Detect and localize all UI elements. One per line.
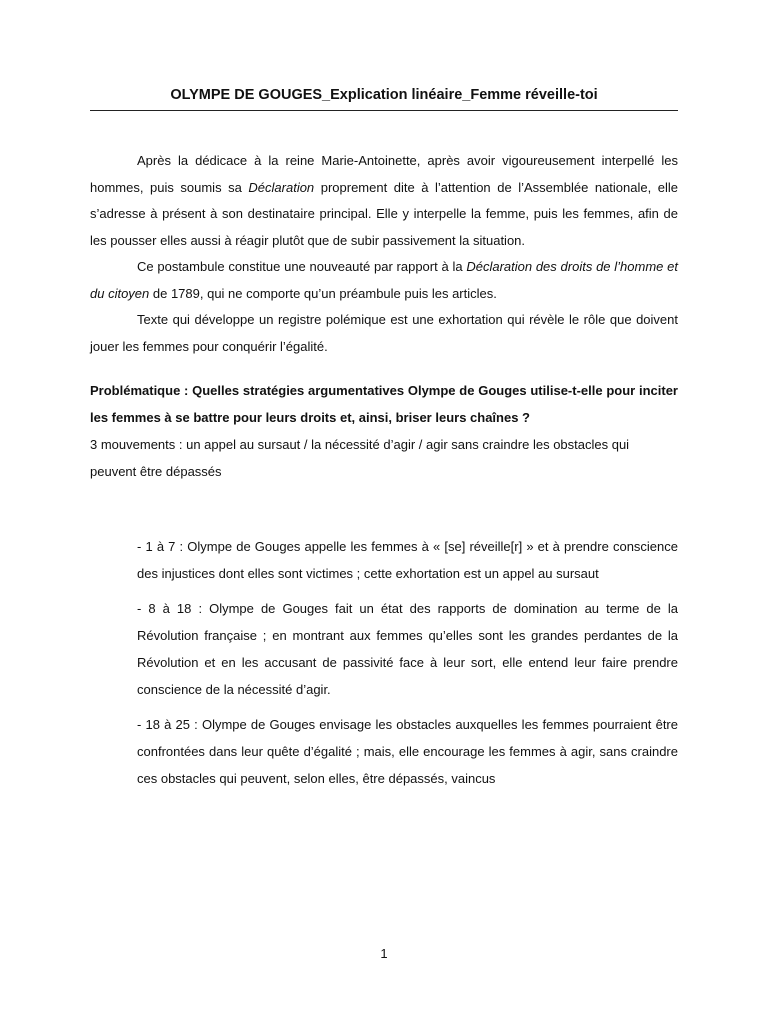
- text-run: proprement dite à l’attention de l’Assemblée nationale, elle s’adresse à présent à son destinataire principal. Elle y interpelle la femme, puis les femmes, afin de les pousser elles aussi à réagir plutôt que de subir passivement la situation.: [90, 179, 679, 248]
- list-item: [137, 533, 678, 587]
- text-run: Ce postambule constitue une nouveauté par rapport à la: [137, 259, 467, 274]
- italic-title: Déclaration: [248, 179, 315, 195]
- page-number: 1: [380, 946, 388, 961]
- intro-section: [90, 148, 678, 431]
- intro-paragraph-1: [90, 148, 678, 254]
- spacer: [90, 360, 678, 378]
- problematique: Problématique : Quelles stratégies argumentatives Olympe de Gouges utilise-t-elle pour inciter les femmes à se battre pour leurs droits et, ainsi, briser leurs chaînes ?: [90, 383, 678, 425]
- mouvements-list: [137, 533, 678, 800]
- list-item-text: - 8 à 18 : Olympe de Gouges fait un état des rapports de domination au terme de la Révolution française ; en montrant aux femmes qu’elles sont les grandes perdantes de la Révolution et en les accusant de passivité face à leur sort, elle entend leur faire prendre conscience de la nécessité d’agir.: [137, 601, 678, 697]
- intro-paragraph-2: [90, 254, 678, 307]
- text-run: de 1789, qui ne comporte qu’un préambule puis les articles.: [149, 285, 497, 301]
- list-item: [137, 595, 678, 703]
- italic-title: Déclaration des droits de l’homme et du citoyen: [90, 259, 678, 301]
- list-item: [137, 711, 678, 792]
- list-item-text: - 18 à 25 : Olympe de Gouges envisage les obstacles auxquelles les femmes pourraient être confrontées dans leur quête d’égalité ; mais, elle encourage les femmes à agir, sans craindre ces obstacles qui peuvent, selon elles, être dépassés, vaincus: [137, 717, 678, 786]
- mouvements-summary: 3 mouvements : un appel au sursaut / la nécessité d’agir / agir sans craindre les obstacles qui peuvent être dépassés: [90, 437, 630, 479]
- list-item-text: - 1 à 7 : Olympe de Gouges appelle les femmes à « [se] réveille[r] » et à prendre conscience des injustices dont elles sont victimes ; cette exhortation est un appel au sursaut: [137, 539, 678, 581]
- text-run: Après la dédicace à la reine Marie-Antoinette, après avoir vigoureusement interpellé les hommes, puis soumis sa: [90, 153, 678, 195]
- intro-paragraph-3: Texte qui développe un registre polémique est une exhortation qui révèle le rôle que doivent jouer les femmes pour conquérir l’égalité.: [90, 312, 678, 354]
- mouvements-section: [90, 432, 678, 485]
- page-title: OLYMPE DE GOUGES_Explication linéaire_Femme réveille-toi: [90, 86, 678, 111]
